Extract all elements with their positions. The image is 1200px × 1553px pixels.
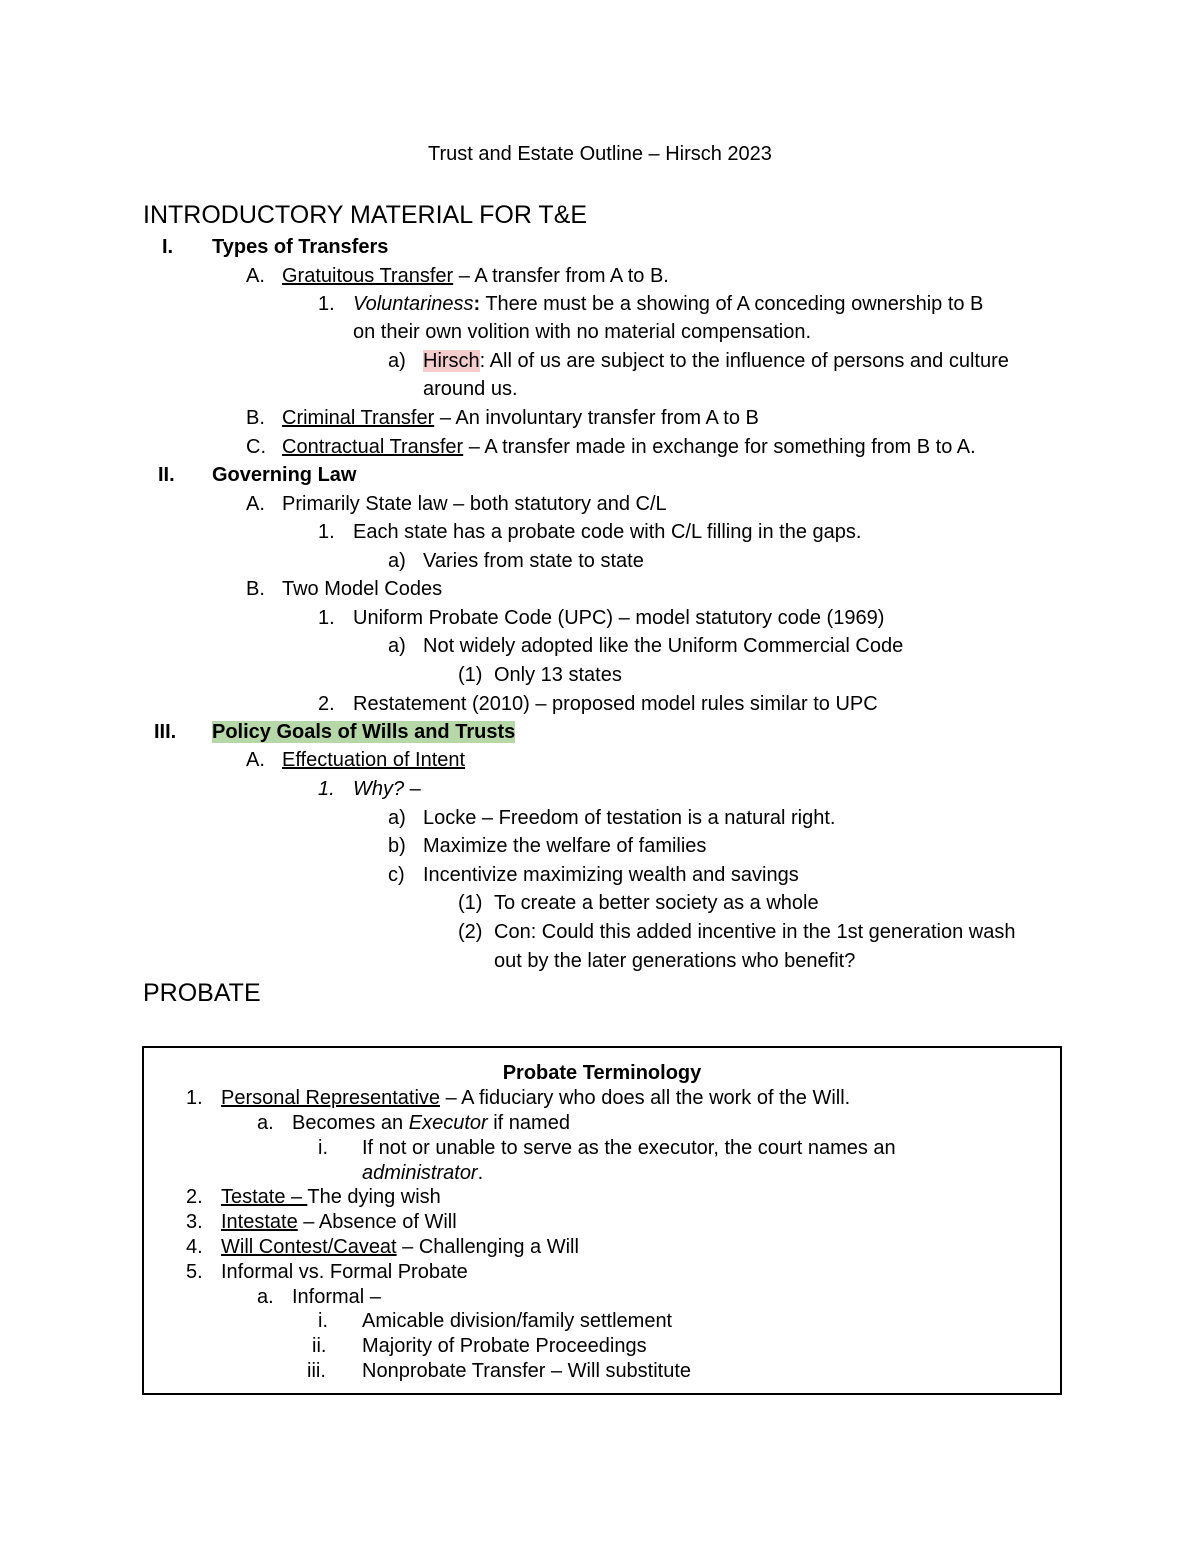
list-item: Nonprobate Transfer – Will substitute	[362, 1360, 692, 1382]
outline-continuation: on their own volition with no material compensation.	[353, 321, 812, 343]
period: .	[477, 1162, 484, 1184]
outline-marker: B.	[246, 578, 265, 600]
outline-item: To create a better society as a whole	[494, 892, 819, 914]
list-marker: 3.	[186, 1211, 203, 1233]
list-marker: ii.	[312, 1335, 327, 1357]
definition: if named	[487, 1112, 570, 1134]
outline-marker: (1)	[458, 892, 483, 914]
outline-item: Each state has a probate code with C/L filling in the gaps.	[353, 521, 862, 543]
list-marker: 5.	[186, 1261, 203, 1283]
list-marker: 1.	[186, 1087, 203, 1109]
outline-item: Primarily State law – both statutory and C/L	[282, 493, 667, 515]
term: Voluntariness	[353, 293, 474, 315]
colon: :	[473, 293, 481, 315]
outline-item: Two Model Codes	[282, 578, 443, 600]
definition: – A transfer made in exchange for something from B to A.	[463, 436, 976, 458]
outline-item: Restatement (2010) – proposed model rules similar to UPC	[353, 693, 878, 715]
term: Will Contest/Caveat	[221, 1236, 397, 1258]
section-heading-probate: PROBATE	[143, 979, 261, 1007]
document-title: Trust and Estate Outline – Hirsch 2023	[428, 143, 772, 165]
list-item: If not or unable to serve as the executor, the court names an	[362, 1137, 896, 1159]
outline-marker: 1.	[318, 293, 335, 315]
list-marker: a.	[257, 1286, 274, 1308]
outline-marker: B.	[246, 407, 265, 429]
term: Intestate	[221, 1211, 298, 1233]
outline-marker: 2.	[318, 693, 335, 715]
term-executor	[292, 1110, 570, 1136]
outline-item: Incentivize maximizing wealth and savings	[423, 864, 799, 886]
highlighted-heading: Policy Goals of Wills and Trusts	[212, 721, 516, 743]
list-item: Amicable division/family settlement	[362, 1310, 673, 1332]
outline-marker: a)	[388, 635, 406, 657]
outline-item: Locke – Freedom of testation is a natural right.	[423, 807, 836, 829]
definition: – A fiduciary who does all the work of the Will.	[440, 1087, 851, 1109]
outline-marker: c)	[388, 864, 405, 886]
term: Testate –	[221, 1186, 308, 1208]
list-item: Informal –	[292, 1286, 381, 1308]
outline-marker: a)	[388, 350, 406, 372]
definition: The dying wish	[307, 1186, 441, 1208]
list-marker: 4.	[186, 1236, 203, 1258]
definition: – Absence of Will	[297, 1211, 457, 1233]
term: Criminal Transfer	[282, 407, 435, 429]
list-continuation	[362, 1160, 483, 1186]
term-testate	[221, 1184, 441, 1210]
outline-marker: I.	[162, 236, 174, 258]
outline-marker: A.	[246, 749, 265, 771]
outline-marker: 1.	[318, 521, 335, 543]
list-marker: 2.	[186, 1186, 203, 1208]
list-item: Informal vs. Formal Probate	[221, 1261, 468, 1283]
outline-item: Only 13 states	[494, 664, 622, 686]
definition: – A transfer from A to B.	[453, 265, 669, 287]
outline-marker: 1.	[318, 778, 335, 800]
term: Gratuitous Transfer	[282, 265, 454, 287]
outline-item-criminal-transfer	[282, 404, 759, 432]
outline-continuation: around us.	[423, 378, 518, 400]
probate-terminology-title: Probate Terminology	[502, 1062, 702, 1084]
term: Executor	[408, 1112, 488, 1134]
list-marker: i.	[318, 1137, 328, 1159]
outline-item-hirsch-note	[423, 347, 1009, 375]
term: Personal Representative	[221, 1087, 441, 1109]
outline-item-effectuation-of-intent: Effectuation of Intent	[282, 749, 466, 771]
outline-item: Not widely adopted like the Uniform Commercial Code	[423, 635, 904, 657]
outline-item: Why? –	[353, 778, 421, 800]
outline-item: Uniform Probate Code (UPC) – model statutory code (1969)	[353, 607, 885, 629]
outline-marker: C.	[246, 436, 266, 458]
section-heading-introductory: INTRODUCTORY MATERIAL FOR T&E	[143, 201, 588, 229]
highlighted-term: Hirsch	[423, 350, 480, 372]
prefix: Becomes an	[292, 1112, 409, 1134]
outline-continuation: out by the later generations who benefit?	[494, 950, 856, 972]
list-marker: iii.	[307, 1360, 326, 1382]
outline-item-gratuitous-transfer	[282, 262, 669, 290]
outline-item: Varies from state to state	[423, 550, 644, 572]
outline-marker: (1)	[458, 664, 483, 686]
outline-marker: b)	[388, 835, 406, 857]
outline-item: Con: Could this added incentive in the 1st generation wash	[494, 921, 1016, 943]
outline-marker: (2)	[458, 921, 483, 943]
outline-marker: A.	[246, 493, 265, 515]
term-personal-representative	[221, 1085, 850, 1111]
outline-heading-policy-goals	[212, 718, 515, 746]
outline-marker: A.	[246, 265, 265, 287]
definition: : All of us are subject to the influence of persons and culture	[479, 350, 1009, 372]
outline-item: Maximize the welfare of families	[423, 835, 707, 857]
list-marker: a.	[257, 1112, 274, 1134]
term-intestate	[221, 1209, 457, 1235]
outline-heading-types-of-transfers: Types of Transfers	[212, 236, 389, 258]
outline-marker: II.	[158, 464, 175, 486]
outline-heading-governing-law: Governing Law	[212, 464, 357, 486]
definition: – An involuntary transfer from A to B	[434, 407, 759, 429]
outline-item-contractual-transfer	[282, 433, 976, 461]
list-item: Majority of Probate Proceedings	[362, 1335, 647, 1357]
outline-item-voluntariness	[353, 290, 983, 318]
list-marker: i.	[318, 1310, 328, 1332]
outline-marker: a)	[388, 807, 406, 829]
definition: – Challenging a Will	[396, 1236, 579, 1258]
term-administrator: administrator	[362, 1162, 478, 1184]
term: Contractual Transfer	[282, 436, 464, 458]
outline-marker: III.	[154, 721, 177, 743]
outline-marker: 1.	[318, 607, 335, 629]
outline-marker: a)	[388, 550, 406, 572]
term-will-contest	[221, 1234, 579, 1260]
definition: There must be a showing of A conceding ownership to B	[480, 293, 984, 315]
